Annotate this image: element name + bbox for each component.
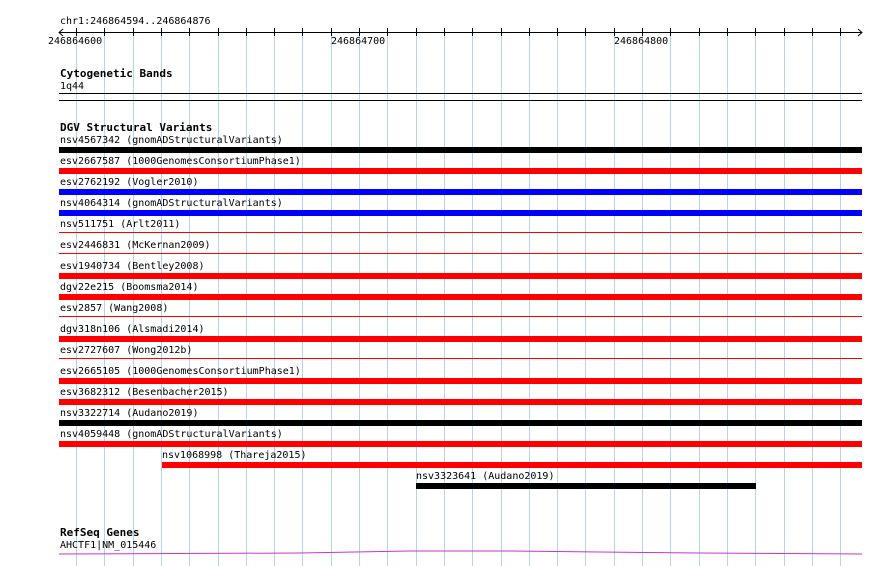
variant-label[interactable]: nsv3322714 (Audano2019) [60,408,199,419]
variant-label[interactable]: nsv3323641 (Audano2019) [416,471,555,482]
variant-label[interactable]: esv2667587 (1000GenomesConsortiumPhase1) [60,156,301,167]
ruler-tick-label: 246864800 [614,36,669,47]
variant-label[interactable]: esv2446831 (McKernan2009) [60,240,211,251]
variant-label[interactable]: esv2727607 (Wong2012b) [60,345,193,356]
variant-label[interactable]: nsv1068998 (Thareja2015) [162,450,307,461]
gene-label[interactable]: AHCTF1|NM_015446 [60,540,157,551]
variant-label[interactable]: esv2665105 (1000GenomesConsortiumPhase1) [60,366,301,377]
refseq-track-title[interactable]: RefSeq Genes [60,526,140,539]
variant-label[interactable]: esv1940734 (Bentley2008) [60,261,205,272]
locus-label: chr1:246864594..246864876 [60,16,211,27]
ruler-tick-label: 246864600 [48,36,103,47]
variant-label[interactable]: esv2762192 (Vogler2010) [60,177,199,188]
variant-label[interactable]: dgv22e215 (Boomsma2014) [60,282,199,293]
variant-label[interactable]: nsv4059448 (gnomADStructuralVariants) [60,429,283,440]
variant-label[interactable]: nsv4064314 (gnomADStructuralVariants) [60,198,283,209]
dgv-track-title[interactable]: DGV Structural Variants [60,121,213,134]
gene-intron-line[interactable] [59,551,862,554]
ruler-tick-label: 246864700 [331,36,386,47]
variant-label[interactable]: dgv318n106 (Alsmadi2014) [60,324,205,335]
cytoband-label: 1q44 [60,81,85,92]
variant-label[interactable]: esv3682312 (Besenbacher2015) [60,387,229,398]
variant-label[interactable]: nsv511751 (Arlt2011) [60,219,181,230]
variant-label[interactable]: nsv4567342 (gnomADStructuralVariants) [60,135,283,146]
cytoband-track-title[interactable]: Cytogenetic Bands [60,67,173,80]
variant-label[interactable]: esv2857 (Wang2008) [60,303,169,314]
